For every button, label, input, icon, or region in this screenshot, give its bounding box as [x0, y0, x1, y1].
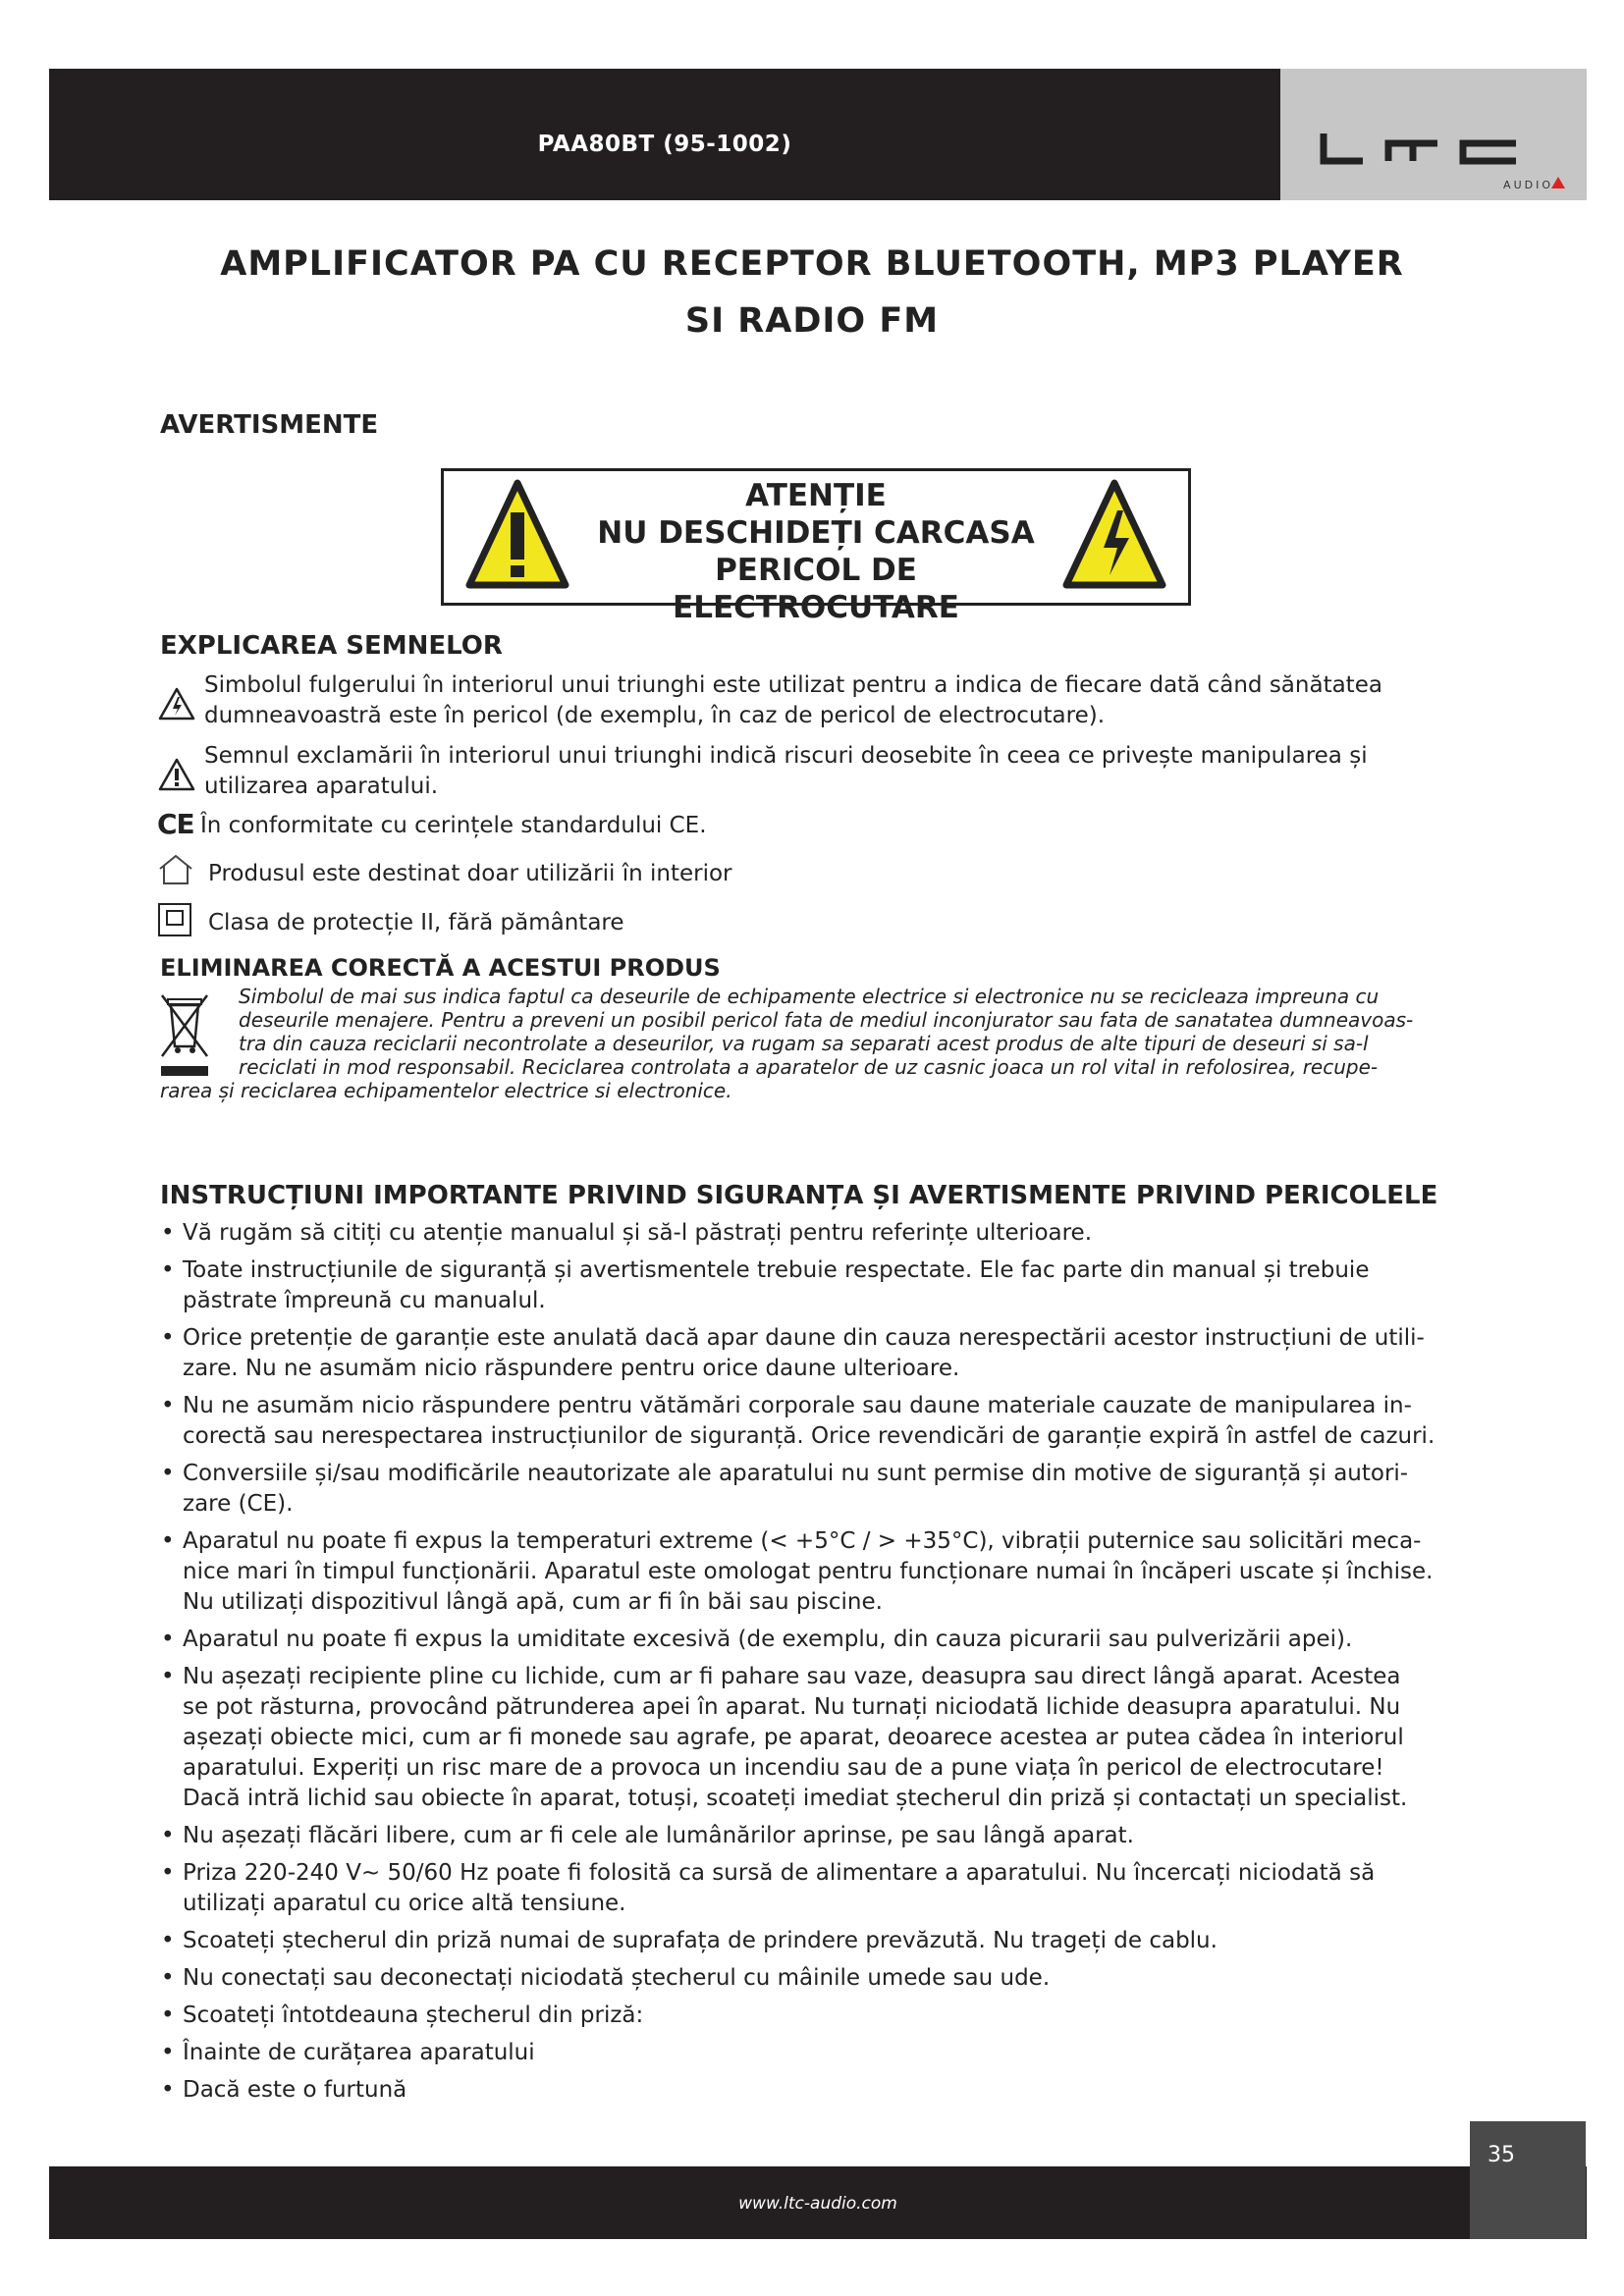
disposal-line: rarea și reciclarea echipamentelor electrice si electronice. [160, 1079, 732, 1102]
exclamation-triangle-icon [157, 757, 196, 792]
safety-heading: INSTRUCȚIUNI IMPORTANTE PRIVIND SIGURANȚA ȘI AVERTISMENTE PRIVIND PERICOLELE [160, 1181, 1438, 1210]
symbol-desc: Simbolul fulgerului în interiorul unui triunghi este utilizat pentru a indica de fiecare dată când sănătatea [204, 672, 1382, 698]
disposal-heading: ELIMINAREA CORECTĂ A ACESTUI PRODUS [160, 954, 721, 982]
item-line: corectă sau nerespectarea instrucțiunilor de siguranță. Orice revendicări de garanție expiră în astfel de cazuri. [183, 1423, 1435, 1449]
model-number: PAA80BT (95-1002) [537, 132, 792, 157]
item-line: așezați obiecte mici, cum ar fi monede sau agrafe, pe aparat, deoarece acestea ar putea cădea în interiorul [183, 1725, 1404, 1750]
logo-triangle-icon [1551, 177, 1565, 188]
safety-list [157, 1218, 1483, 2112]
bullet-marker: • [161, 1220, 175, 1246]
item-line: zare. Nu ne asumăm nicio răspundere pentru orice daune ulterioare. [183, 1356, 960, 1381]
disposal-text [160, 985, 1476, 1102]
bullet-marker: • [161, 1461, 175, 1486]
item-line: utilizați aparatul cu orice altă tensiune. [183, 1891, 626, 1916]
list-item [157, 1821, 1483, 1851]
bullet-marker: • [161, 1393, 175, 1418]
brand-logo [1280, 69, 1587, 200]
disposal-line: tra din cauza reciclarii necontrolate a deseurilor, va rugam sa separati acest produs de alte tipuri de deseuri si sa-l [239, 1032, 1369, 1055]
warning-line-1: ATENȚIE [745, 478, 887, 513]
list-item [157, 1323, 1483, 1384]
double-square-icon [157, 902, 192, 937]
bullet-marker: • [161, 1325, 175, 1351]
warnings-heading: AVERTISMENTE [160, 410, 379, 440]
bullet-marker: • [161, 1627, 175, 1652]
symbol-desc: utilizarea aparatului. [204, 774, 439, 799]
bullet-marker: • [161, 1257, 175, 1283]
footer-bar [49, 2166, 1587, 2239]
disposal-line: reciclati in mod responsabil. Reciclarea controlata a aparatelor de uz casnic joaca un rol vital in refolosirea, recupe- [239, 1055, 1379, 1079]
item-line: Aparatul nu poate fi expus la umiditate excesivă (de exemplu, din cauza picurarii sau pulverizării apei). [183, 1627, 1353, 1652]
list-item [157, 1459, 1483, 1520]
list-item [157, 1926, 1483, 1956]
list-item [157, 1963, 1483, 1994]
bullet-marker: • [161, 1664, 175, 1689]
item-line: Nu așezați flăcări libere, cum ar fi cele ale lumânărilor aprinse, pe sau lângă aparat. [183, 1823, 1134, 1848]
item-line: zare (CE). [183, 1491, 294, 1517]
title-line-2: SI RADIO FM [684, 301, 940, 341]
page-number-box [1470, 2121, 1586, 2239]
exclamation-triangle-icon [463, 477, 571, 595]
item-line: se pot răsturna, provocând pătrunderea apei în aparat. Nu turnați niciodată lichide deasupra aparatului. Nu [183, 1694, 1401, 1720]
item-line: Nu ne asumăm nicio răspundere pentru vătămări corporale sau daune materiale cauzate de manipularea in- [183, 1393, 1412, 1418]
logo-audio-label: AUDIO [1503, 179, 1553, 191]
lightning-triangle-icon [1060, 477, 1168, 595]
item-line: păstrate împreună cu manualul. [183, 1288, 546, 1313]
symbols-heading: EXPLICAREA SEMNELOR [160, 631, 503, 661]
page-number: 35 [1488, 2143, 1515, 2167]
item-line: Înainte de curățarea aparatului [183, 2040, 535, 2065]
symbol-desc: În conformitate cu cerințele standardului CE. [200, 813, 707, 838]
item-line: Dacă intră lichid sau obiecte în aparat, totuși, scoateți imediat ștecherul din priză și contactați un specialist. [183, 1786, 1408, 1811]
item-line: Orice pretenție de garanție este anulată dacă apar daune din cauza nerespectării acestor instrucțiuni de utili- [183, 1325, 1425, 1351]
item-line: Toate instrucțiunile de siguranță și avertismentele trebuie respectate. Ele fac parte din manual și trebuie [183, 1257, 1370, 1283]
disposal-line: deseurile menajere. Pentru a preveni un posibil pericol fata de mediul inconjurator sau fata de sanatatea dumneavoas- [239, 1008, 1414, 1032]
list-item [157, 2001, 1483, 2031]
ce-mark-icon: CE [157, 808, 194, 840]
list-item [157, 1526, 1483, 1618]
item-line: nice mari în timpul funcționării. Aparatul este omologat pentru funcționare numai în încăperi uscate și închise. [183, 1559, 1434, 1584]
item-line: Nu conectați sau deconectați niciodată ștecherul cu mâinile umede sau ude. [183, 1965, 1051, 1991]
list-item [157, 1625, 1483, 1655]
item-line: Priza 220-240 V~ 50/60 Hz poate fi folosită ca sursă de alimentare a aparatului. Nu încercați niciodată să [183, 1860, 1376, 1886]
item-line: Nu așezați recipiente pline cu lichide, cum ar fi pahare sau vaze, deasupra sau direct lângă aparat. Acestea [183, 1664, 1401, 1689]
list-item [157, 2038, 1483, 2068]
warning-line-3: PERICOL DE ELECTROCUTARE [673, 553, 959, 625]
page-title [157, 236, 1467, 349]
item-line: Conversiile și/sau modificările neautorizate ale aparatului nu sunt permise din motive de siguranță și autori- [183, 1461, 1409, 1486]
header-bar [49, 69, 1280, 200]
list-item [157, 1391, 1483, 1452]
bullet-marker: • [161, 1965, 175, 1991]
item-line: Nu utilizați dispozitivul lângă apă, cum ar fi în băi sau piscine. [183, 1589, 883, 1615]
house-icon [157, 853, 194, 886]
disposal-line: Simbolul de mai sus indica faptul ca deseurile de echipamente electrice si electronice nu se recicleaza impreuna cu [239, 985, 1380, 1008]
website-link[interactable]: www.ltc-audio.com [738, 2194, 897, 2214]
item-line: Dacă este o furtună [183, 2077, 407, 2103]
bullet-marker: • [161, 2077, 175, 2103]
item-line: Scoateți ștecherul din priză numai de suprafața de prindere prevăzută. Nu trageți de cablu. [183, 1928, 1218, 1953]
list-item [157, 1858, 1483, 1919]
item-line: Aparatul nu poate fi expus la temperaturi extreme (< +5°C / > +35°C), vibrații puternice sau solicitări meca- [183, 1528, 1422, 1554]
warning-box [441, 468, 1191, 625]
bullet-marker: • [161, 1860, 175, 1886]
title-line-1: AMPLIFICATOR PA CU RECEPTOR BLUETOOTH, MP3 PLAYER [220, 244, 1404, 284]
lightning-triangle-icon [157, 686, 196, 721]
symbol-desc: Clasa de protecție II, fără pământare [208, 910, 624, 935]
list-item [157, 1218, 1483, 1249]
warning-line-2: NU DESCHIDEȚI CARCASA [597, 515, 1035, 551]
symbol-desc: dumneavoastră este în pericol (de exemplu, în caz de pericol de electrocutare). [204, 703, 1106, 728]
bullet-marker: • [161, 2040, 175, 2065]
warning-text [571, 477, 1060, 626]
item-line: Scoateți întotdeauna ștecherul din priză: [183, 2002, 644, 2028]
bullet-marker: • [161, 1928, 175, 1953]
bullet-marker: • [161, 1823, 175, 1848]
list-item [157, 2075, 1483, 2106]
item-line: aparatului. Experiți un risc mare de a provoca un incendiu sau de a pune viața în pericol de electrocutare! [183, 1755, 1384, 1781]
symbol-desc: Produsul este destinat doar utilizării în interior [208, 861, 732, 886]
ltc-logo-icon [1320, 130, 1536, 169]
list-item [157, 1662, 1483, 1814]
bullet-marker: • [161, 1528, 175, 1554]
symbol-desc: Semnul exclamării în interiorul unui triunghi indică riscuri deosebite în ceea ce privește manipularea și [204, 743, 1368, 769]
item-line: Vă rugăm să citiți cu atenție manualul și să-l păstrați pentru referințe ulterioare. [183, 1220, 1093, 1246]
list-item [157, 1255, 1483, 1316]
bullet-marker: • [161, 2002, 175, 2028]
